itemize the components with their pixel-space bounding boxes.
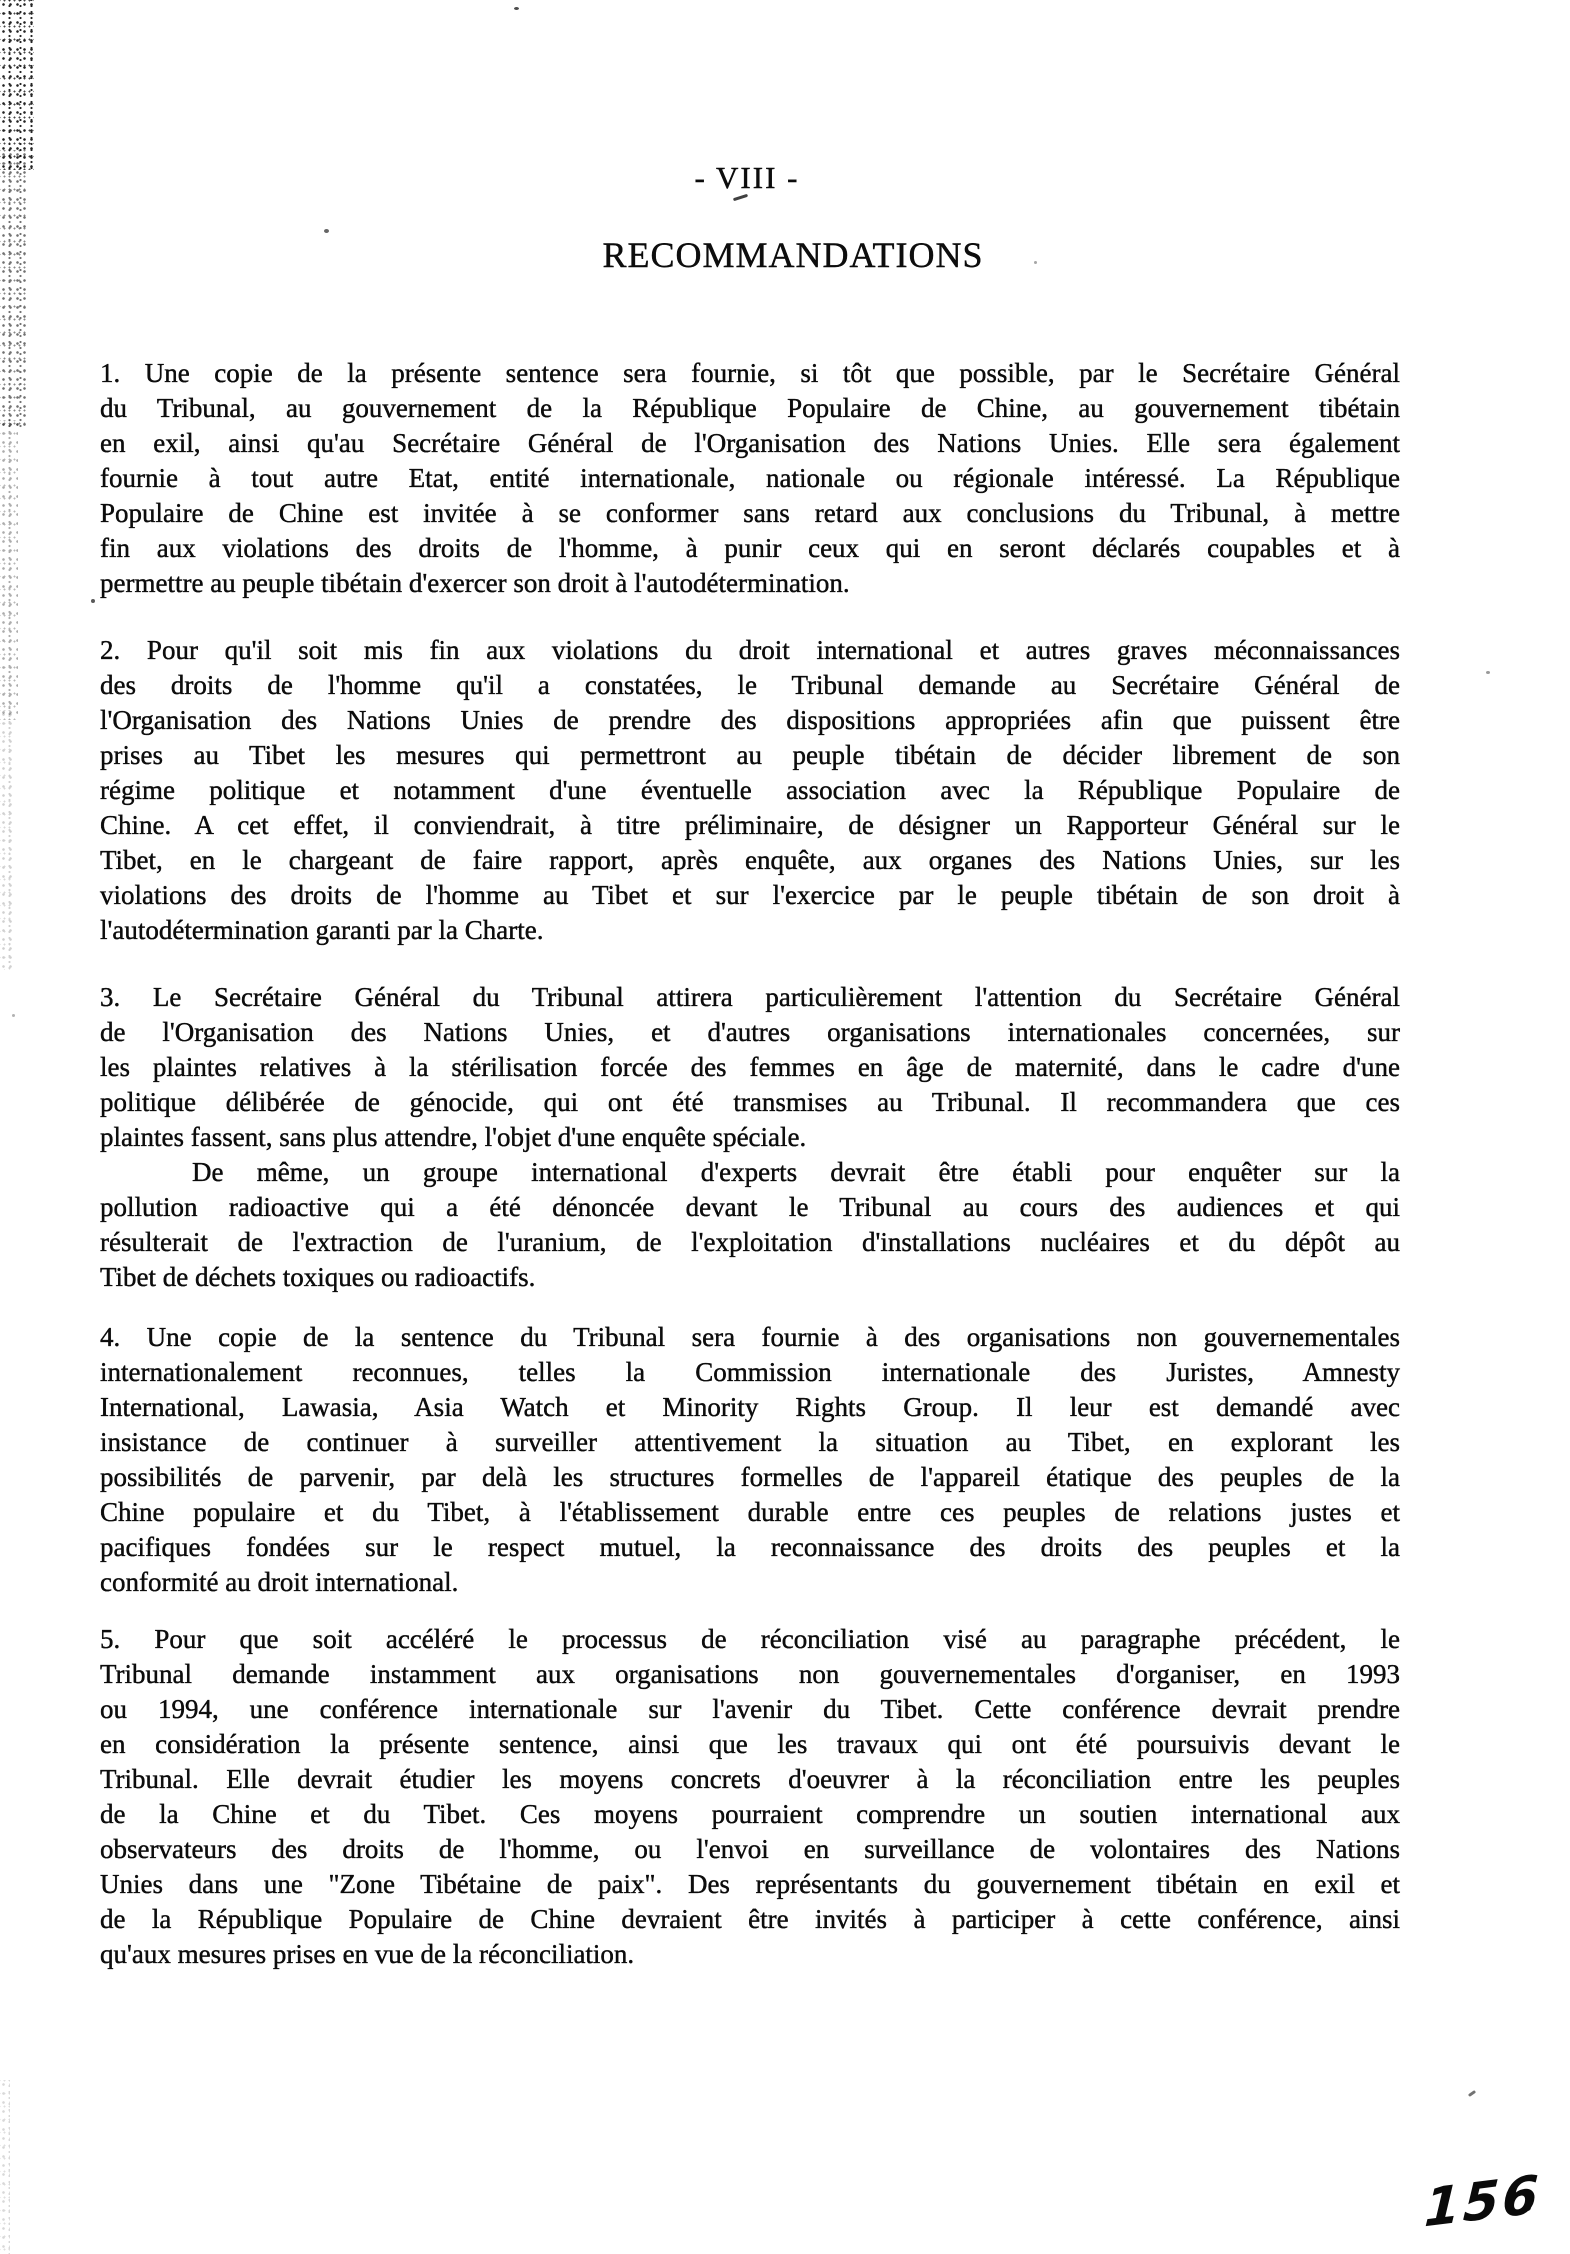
text-line: 2. Pour qu'il soit mis fin aux violations du droit international et autres graves méconnaissances [100,635,1400,665]
text-line: 5. Pour que soit accéléré le processus de réconciliation visé au paragraphe précédent, le [100,1624,1400,1654]
text-line: des droits de l'homme qu'il a constatées, le Tribunal demande au Secrétaire Général de [100,670,1400,700]
text-line: en exil, ainsi qu'au Secrétaire Général de l'Organisation des Nations Unies. Elle sera également [100,428,1400,458]
scan-noise [0,710,12,970]
text-line: conformité au droit international. [100,1567,459,1597]
text-line: internationalement reconnues, telles la Commission internationale des Juristes, Amnesty [100,1357,1400,1387]
scan-speck [1486,671,1490,674]
paragraph-1 [100,356,1400,601]
text-line: 3. Le Secrétaire Général du Tribunal attirera particulièrement l'attention du Secrétaire Général [100,982,1400,1012]
section-number: - VIII - [694,160,800,195]
text-line: Populaire de Chine est invitée à se conformer sans retard aux conclusions du Tribunal, à mettre [100,498,1400,528]
document-title: RECOMMANDATIONS [602,235,984,275]
paragraph-2 [100,633,1400,948]
text-line: De même, un groupe international d'experts devrait être établi pour enquêter sur la [192,1157,1400,1187]
text-line: Tribunal. Elle devrait étudier les moyens concrets d'oeuvrer à la réconciliation entre les peuples [100,1764,1400,1794]
text-line: pacifiques fondées sur le respect mutuel, la reconnaissance des droits des peuples et la [100,1532,1400,1562]
text-line: Tibet de déchets toxiques ou radioactifs. [100,1262,536,1292]
text-line: résulterait de l'extraction de l'uranium, de l'exploitation d'installations nucléaires et du dépôt au [100,1227,1400,1257]
paragraph-4 [100,1320,1400,1600]
text-line: du Tribunal, au gouvernement de la République Populaire de Chine, au gouvernement tibétain [100,393,1400,423]
text-line: régime politique et notamment d'une éventuelle association avec la République Populaire de [100,775,1400,805]
text-line: politique délibérée de génocide, qui ont été transmises au Tribunal. Il recommandera que ces [100,1087,1400,1117]
paragraph-5 [100,1622,1400,1972]
text-line: fournie à tout autre Etat, entité internationale, nationale ou régionale intéressé. La République [100,463,1400,493]
text-line: l'autodétermination garanti par la Charte. [100,915,544,945]
text-line: 1. Une copie de la présente sentence sera fournie, si tôt que possible, par le Secrétaire Général [100,358,1400,388]
scan-speck [91,599,95,603]
text-line: l'Organisation des Nations Unies de prendre des dispositions appropriées afin que puissent être [100,705,1400,735]
scan-noise [0,0,34,170]
scan-speck [514,7,519,10]
text-line: de l'Organisation des Nations Unies, et d'autres organisations internationales concernées, sur [100,1017,1400,1047]
text-line: qu'aux mesures prises en vue de la réconciliation. [100,1939,635,1969]
scan-noise [0,2080,10,2254]
paragraph-3 [100,980,1400,1155]
scan-noise [0,150,26,430]
text-line: Tibet, en le chargeant de faire rapport, après enquête, aux organes des Nations Unies, sur les [100,845,1400,875]
text-line: plaintes fassent, sans plus attendre, l'objet d'une enquête spéciale. [100,1122,807,1152]
text-line: insistance de continuer à surveiller attentivement la situation au Tibet, en explorant les [100,1427,1400,1457]
scan-speck [12,1014,15,1017]
text-line: prises au Tibet les mesures qui permettront au peuple tibétain de décider librement de son [100,740,1400,770]
text-line: de la Chine et du Tibet. Ces moyens pourraient comprendre un soutien international aux [100,1799,1400,1829]
text-line: International, Lawasia, Asia Watch et Minority Rights Group. Il leur est demandé avec [100,1392,1400,1422]
text-line: Tribunal demande instamment aux organisations non gouvernementales d'organiser, en 1993 [100,1659,1400,1689]
page-number-handwritten: 156 [1422,2164,1543,2240]
text-line: ou 1994, une conférence internationale sur l'avenir du Tibet. Cette conférence devrait prendre [100,1694,1400,1724]
text-line: observateurs des droits de l'homme, ou l'envoi en surveillance de volontaires des Nations [100,1834,1400,1864]
scan-noise [0,420,18,720]
text-line: en considération la présente sentence, ainsi que les travaux qui ont été poursuivis devant le [100,1729,1400,1759]
paragraph-3-continuation [100,1155,1400,1295]
text-line: fin aux violations des droits de l'homme, à punir ceux qui en seront déclarés coupables et à [100,533,1400,563]
text-line: 4. Une copie de la sentence du Tribunal sera fournie à des organisations non gouvernementales [100,1322,1400,1352]
scan-speck [324,229,329,233]
text-line: de la République Populaire de Chine devraient être invités à participer à cette conférence, ainsi [100,1904,1400,1934]
text-line: pollution radioactive qui a été dénoncée devant le Tribunal au cours des audiences et qui [100,1192,1400,1222]
text-line: violations des droits de l'homme au Tibet et sur l'exercice par le peuple tibétain de son droit à [100,880,1400,910]
text-line: permettre au peuple tibétain d'exercer son droit à l'autodétermination. [100,568,850,598]
text-line: possibilités de parvenir, par delà les structures formelles de l'appareil étatique des peuples de la [100,1462,1400,1492]
text-line: Chine populaire et du Tibet, à l'établissement durable entre ces peuples de relations justes et [100,1497,1400,1527]
scan-speck [1468,2090,1476,2097]
text-line: Chine. A cet effet, il conviendrait, à titre préliminaire, de désigner un Rapporteur Général sur le [100,810,1400,840]
text-line: les plaintes relatives à la stérilisation forcée des femmes en âge de maternité, dans le cadre d'une [100,1052,1400,1082]
text-line: Unies dans une "Zone Tibétaine de paix". Des représentants du gouvernement tibétain en exil et [100,1869,1400,1899]
